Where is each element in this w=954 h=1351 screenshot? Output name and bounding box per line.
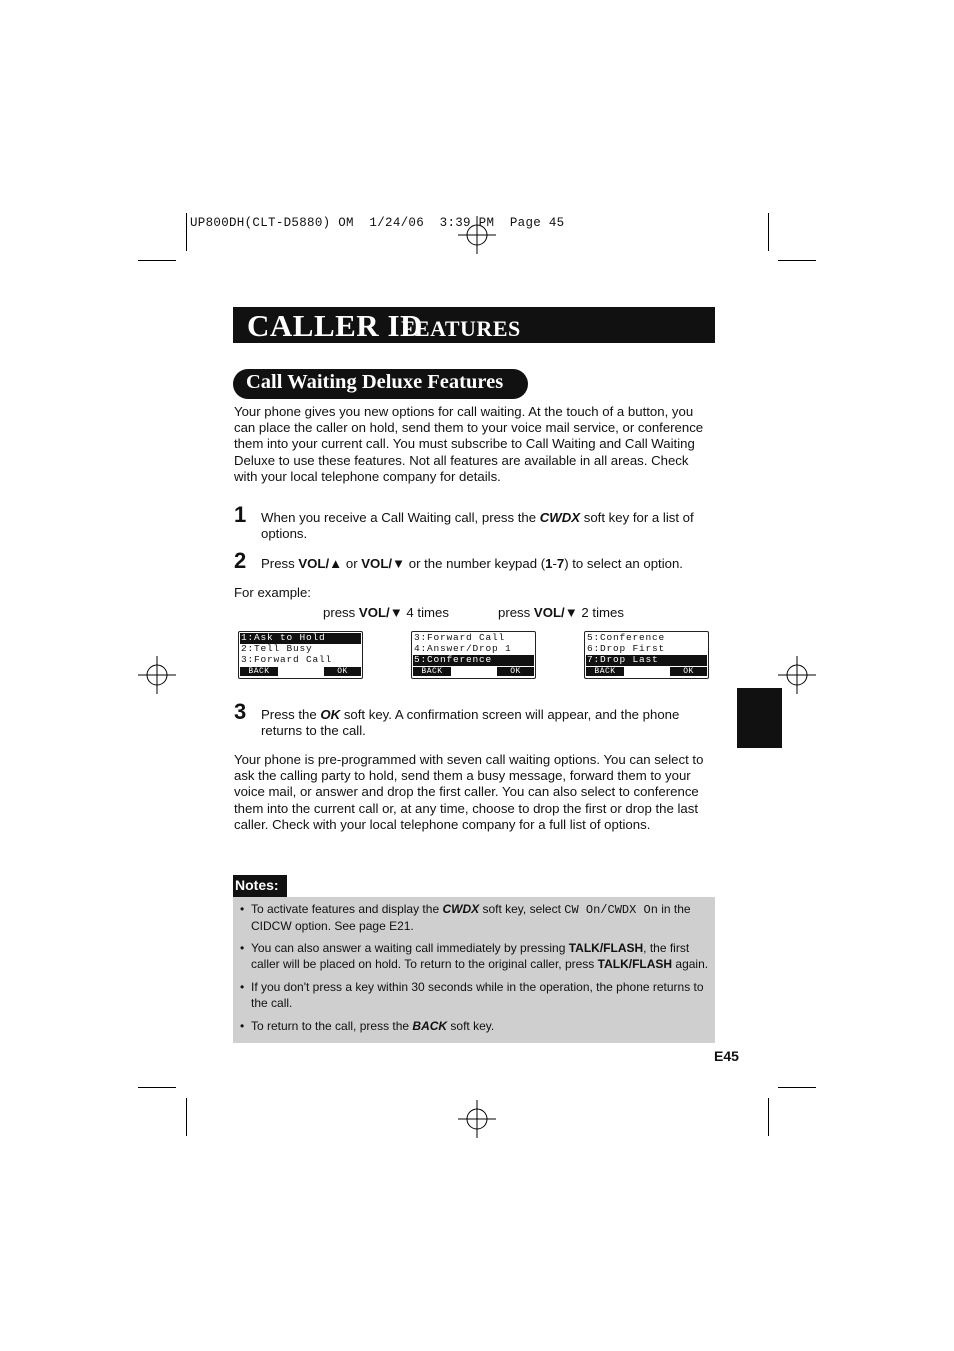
soft-key-label: CWDX — [539, 510, 581, 525]
step-number: 1 — [234, 502, 247, 527]
step-text-part: soft key. A confirmation screen will appear, and the phone returns to the call. — [261, 707, 680, 739]
registration-mark-icon — [138, 656, 176, 694]
intro-paragraph: Your phone gives you new options for call waiting. At the touch of a button, you can place the caller on hold, send them to your voice mail service, or conference them into your current call. You must subscribe to Call Waiting and Call Waiting Deluxe to use these features. Not all features are available in all areas. Check with your local telephone company for details. — [234, 404, 704, 484]
step-text-part: or — [342, 556, 362, 571]
notes-label — [233, 875, 287, 897]
lcd-row: 3:Forward Call — [414, 632, 506, 643]
crop-mark — [778, 1087, 816, 1088]
lcd-row: 3:Forward Call — [241, 654, 333, 665]
note-text: If you don't press a key within 30 seconds while in the operation, the phone returns to the call. — [251, 980, 704, 1010]
lcd-row: 5:Conference — [587, 632, 666, 643]
note-text-part: , the first caller will be placed on hold. To return to the original caller, press — [251, 941, 690, 971]
soft-key-label: BACK — [412, 1019, 448, 1033]
key-label: TALK/FLASH — [597, 957, 673, 971]
lcd-back-soft-key: BACK — [240, 667, 278, 676]
crop-mark — [778, 260, 816, 261]
lcd-ok-soft-key: OK — [670, 667, 707, 676]
note-text-part: To return to the call, press the — [251, 1019, 413, 1033]
lcd-screen — [411, 631, 536, 679]
bullet-icon: • — [240, 1019, 245, 1033]
page-title-suffix: FEATURES — [401, 316, 521, 341]
example-instruction — [323, 605, 449, 620]
section-tab — [737, 688, 782, 748]
print-slug: UP800DH(CLT-D5880) OM 1/24/06 3:39 PM Page 45 — [190, 216, 565, 230]
example-label: For example: — [234, 585, 311, 600]
note-text — [251, 940, 710, 972]
section-heading — [233, 369, 528, 399]
crop-mark — [186, 1098, 187, 1136]
notes-label-text: Notes: — [235, 877, 279, 893]
lcd-row: 7:Drop Last — [586, 655, 707, 666]
lcd-screen — [238, 631, 363, 679]
example-text: press — [498, 605, 534, 620]
example-text: 2 times — [577, 605, 624, 620]
bullet-icon: • — [240, 980, 245, 994]
key-label: VOL/▲ — [298, 556, 343, 571]
lcd-back-soft-key: BACK — [413, 667, 451, 676]
registration-mark-icon — [458, 1100, 496, 1138]
note-text-part: You can also answer a waiting call immediately by pressing — [251, 941, 569, 955]
crop-mark — [138, 1087, 176, 1088]
crop-mark — [186, 213, 187, 251]
step-text-part: soft key for a list of options. — [261, 510, 694, 542]
page-title-bar — [233, 307, 715, 343]
step-text-part: or the number keypad ( — [405, 556, 546, 571]
crop-mark — [768, 1098, 769, 1136]
lcd-row: 4:Answer/Drop 1 — [414, 643, 512, 654]
lcd-row: 1:Ask to Hold — [240, 633, 361, 644]
lcd-row: 2:Tell Busy — [241, 643, 313, 654]
step-text — [261, 556, 716, 572]
step-text-part: When you receive a Call Waiting call, press the — [261, 510, 540, 525]
step-text-part: Press the — [261, 707, 321, 722]
page-title: CALLER ID — [247, 308, 423, 343]
note-text-part: again. — [672, 957, 709, 971]
key-label: 7 — [556, 556, 565, 571]
key-label: VOL/▼ — [358, 605, 403, 620]
note-text-part: soft key. — [447, 1019, 495, 1033]
display-text: CW On/CWDX On — [564, 903, 658, 917]
section-heading-text: Call Waiting Deluxe Features — [246, 371, 504, 393]
note-text — [251, 901, 710, 934]
step-text — [261, 510, 716, 542]
bullet-icon: • — [240, 902, 245, 916]
step-number: 3 — [234, 699, 247, 724]
crop-mark — [768, 213, 769, 251]
note-text-part: To activate features and display the — [251, 902, 443, 916]
key-label: VOL/▼ — [361, 556, 406, 571]
step-number: 2 — [234, 548, 247, 573]
step-text-part: Press — [261, 556, 299, 571]
lcd-row: 6:Drop First — [587, 643, 666, 654]
step-text-part: ) to select an option. — [564, 556, 683, 571]
step-text — [261, 707, 716, 739]
example-text: 4 times — [402, 605, 449, 620]
closing-paragraph: Your phone is pre-programmed with seven call waiting options. You can select to ask the calling party to hold, send them a busy message, forward them to your voice mail, or answer and drop the first caller. You can also select to conference them into the current call or, at any time, choose to drop the first or drop the last caller. Check with your local telephone company for a full list of options. — [234, 752, 704, 832]
registration-mark-icon — [778, 656, 816, 694]
soft-key-label: OK — [320, 707, 341, 722]
key-label: TALK/FLASH — [568, 941, 644, 955]
bullet-icon: • — [240, 941, 245, 955]
note-text — [251, 1018, 710, 1034]
crop-mark — [138, 260, 176, 261]
key-label: VOL/▼ — [533, 605, 578, 620]
soft-key-label: CWDX — [442, 902, 480, 916]
key-label: 1 — [545, 556, 553, 571]
lcd-row: 5:Conference — [413, 655, 534, 666]
note-text-part: in the CIDCW option. See page E21. — [251, 902, 691, 933]
page-number: E45 — [714, 1048, 739, 1064]
lcd-ok-soft-key: OK — [324, 667, 361, 676]
example-text: press — [323, 605, 359, 620]
step-text-part: - — [552, 556, 557, 571]
lcd-screen — [584, 631, 709, 679]
lcd-back-soft-key: BACK — [586, 667, 624, 676]
note-text-part: soft key, select — [479, 902, 565, 916]
lcd-ok-soft-key: OK — [497, 667, 534, 676]
example-instruction — [498, 605, 624, 620]
